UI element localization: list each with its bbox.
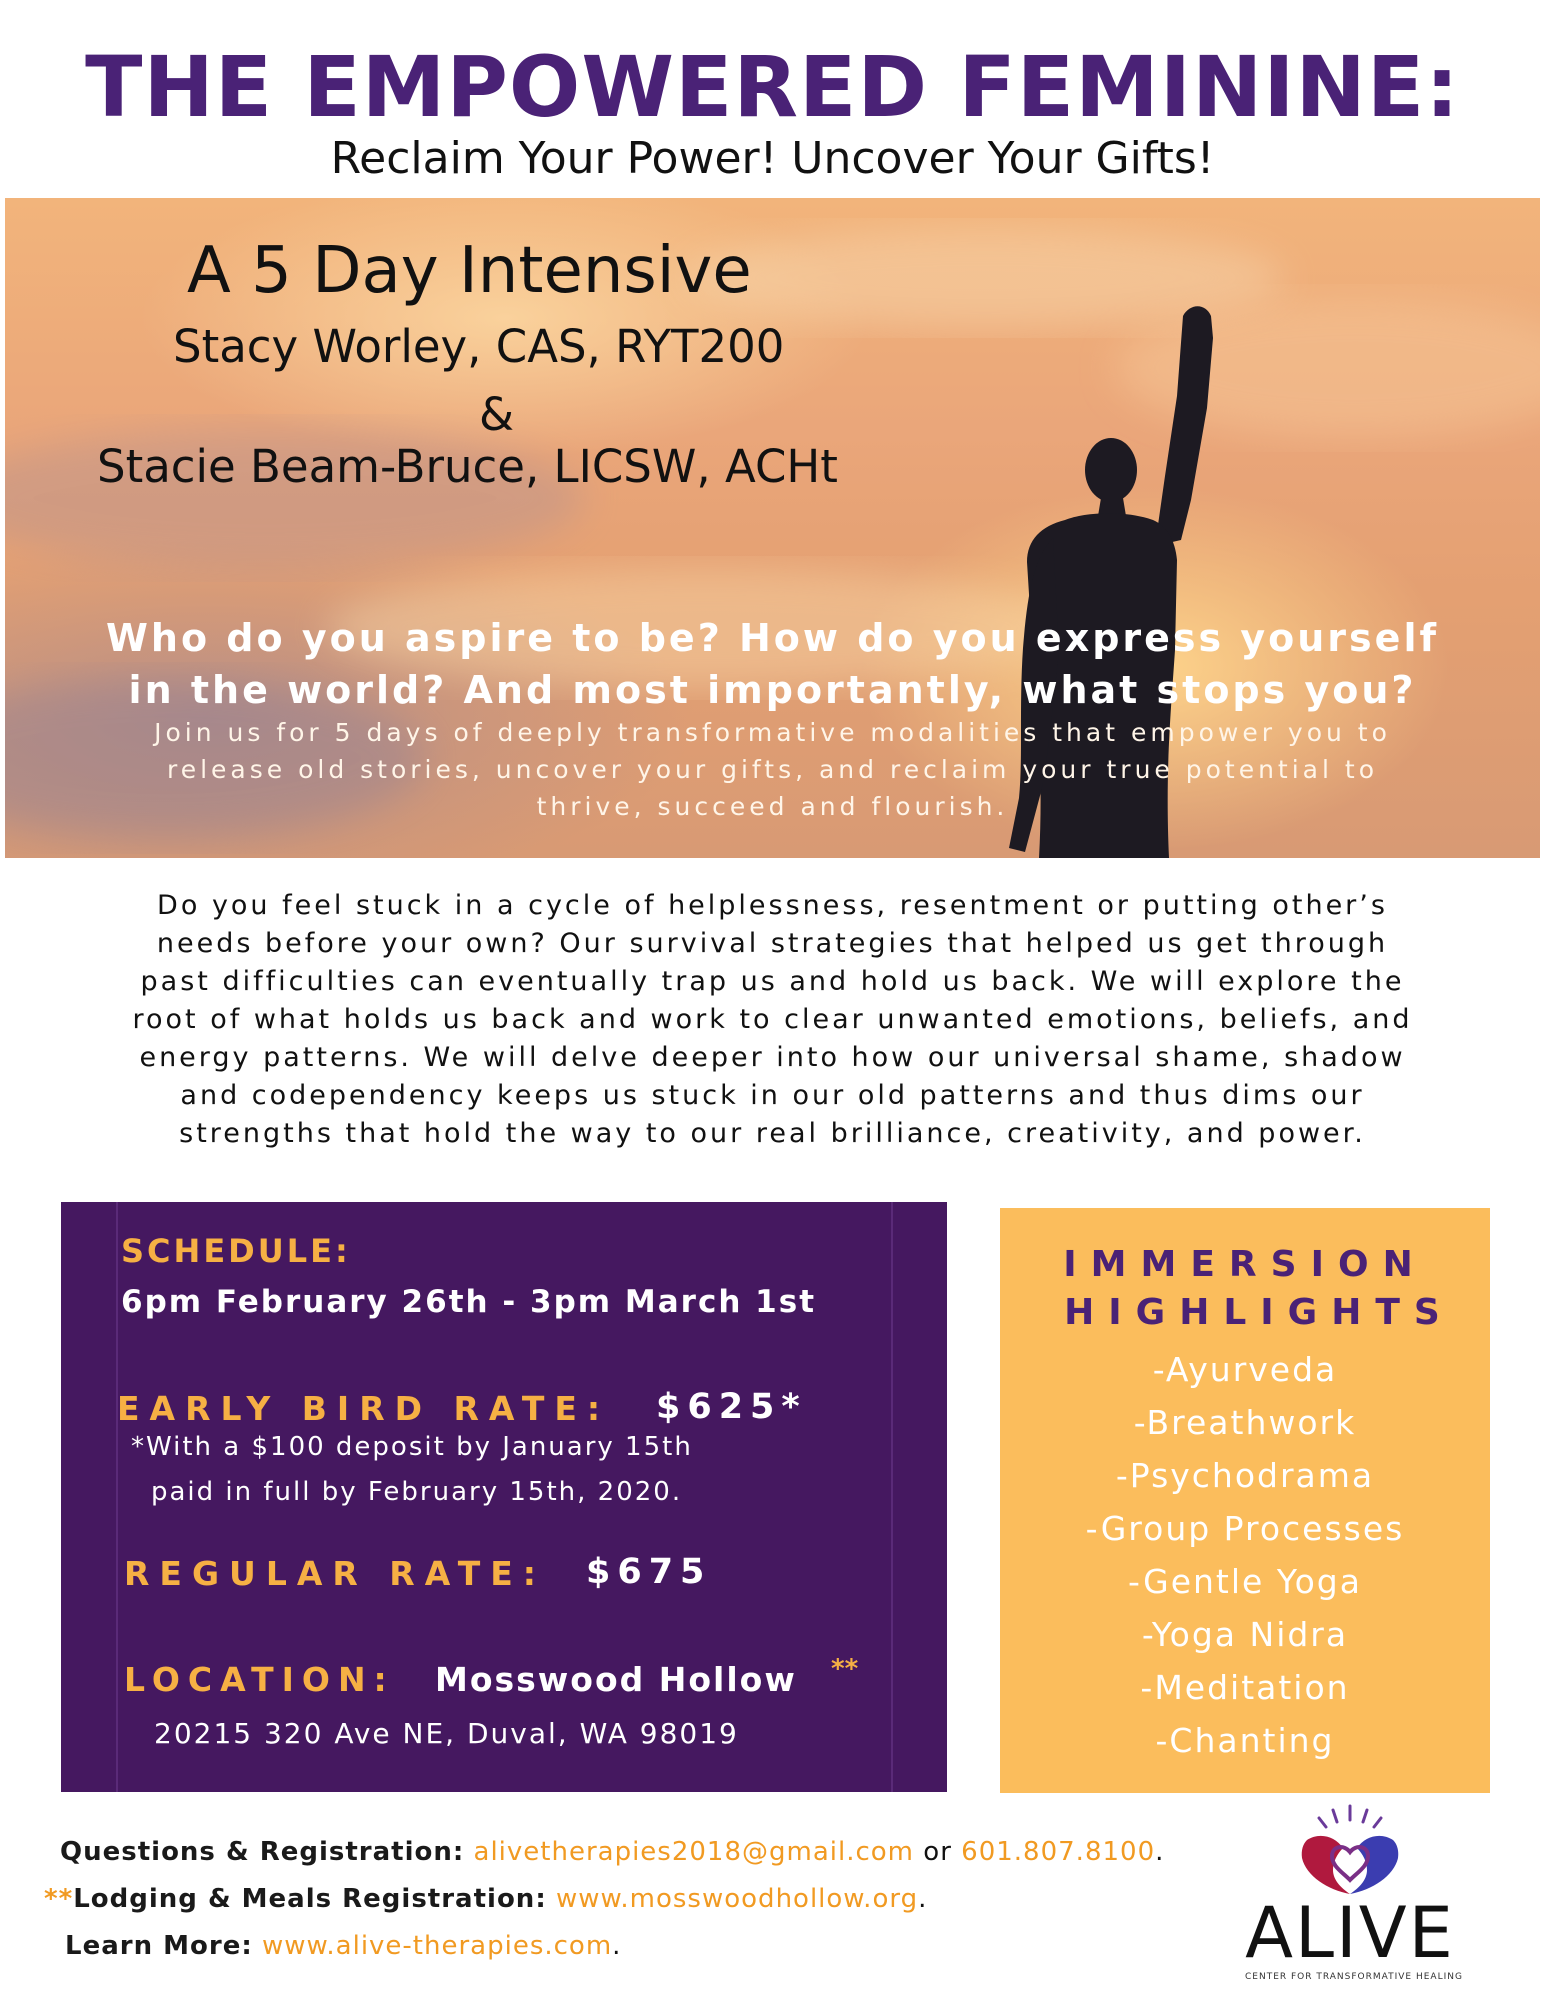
- facilitator-2: Stacie Beam-Bruce, LICSW, ACHt: [97, 440, 838, 493]
- location-name: Mosswood Hollow: [435, 1660, 797, 1699]
- regular-rate-price: $675: [586, 1552, 712, 1592]
- learn-more-label: Learn More:: [65, 1931, 253, 1961]
- hero-banner: [5, 198, 1540, 858]
- period: .: [612, 1931, 622, 1961]
- highlight-item: -Gentle Yoga: [1128, 1562, 1362, 1601]
- highlight-item: -Chanting: [1155, 1721, 1335, 1760]
- highlights-title-1: IMMERSION: [1063, 1244, 1427, 1285]
- highlight-item: -Psychodrama: [1115, 1456, 1375, 1495]
- heart-hands-icon: [1245, 1800, 1455, 1900]
- body-line-7: strengths that hold the way to our real brilliance, creativity, and power.: [179, 1118, 1366, 1149]
- body-line-2: needs before your own? Our survival strategies that helped us get through: [156, 928, 1389, 959]
- learn-more-line: [65, 1931, 621, 1961]
- schedule-label: SCHEDULE:: [121, 1232, 351, 1270]
- logo-tagline: CENTER FOR TRANSFORMATIVE HEALING: [1245, 1972, 1463, 1982]
- phone-link[interactable]: 601.807.8100: [961, 1837, 1156, 1867]
- questions-line: [60, 1837, 1164, 1867]
- alive-logo: [1245, 1800, 1463, 1990]
- question-line-1: Who do you aspire to be? How do you express yourself: [106, 616, 1439, 660]
- panel-divider-left: [116, 1202, 118, 1792]
- highlights-panel: [1000, 1208, 1490, 1793]
- facilitator-1: Stacy Worley, CAS, RYT200: [173, 320, 785, 373]
- questions-label: Questions & Registration:: [60, 1837, 465, 1867]
- page-subtitle: Reclaim Your Power! Uncover Your Gifts!: [330, 133, 1215, 184]
- location-mark: **: [831, 1654, 859, 1684]
- body-line-1: Do you feel stuck in a cycle of helplessness, resentment or putting other’s: [157, 890, 1388, 921]
- early-bird-note-2: paid in full by February 15th, 2020.: [151, 1477, 683, 1507]
- panel-divider-right: [891, 1202, 893, 1792]
- body-line-6: and codependency keeps us stuck in our old patterns and thus dims our: [180, 1080, 1365, 1111]
- lodging-link[interactable]: www.mosswoodhollow.org: [555, 1884, 919, 1914]
- early-bird-label: EARLY BIRD RATE:: [117, 1389, 611, 1428]
- body-line-4: root of what holds us back and work to clear unwanted emotions, beliefs, and: [132, 1004, 1413, 1035]
- period: .: [1155, 1837, 1165, 1867]
- location-address: 20215 320 Ave NE, Duval, WA 98019: [154, 1717, 739, 1750]
- logo-wordmark: ALIVE: [1245, 1892, 1455, 1974]
- join-line-1: Join us for 5 days of deeply transformative modalities that empower you to: [154, 718, 1391, 747]
- body-line-5: energy patterns. We will delve deeper into how our universal shame, shadow: [139, 1042, 1406, 1073]
- ampersand: &: [479, 388, 515, 441]
- lodging-label: Lodging & Meals Registration:: [73, 1884, 547, 1914]
- regular-rate-label: REGULAR RATE:: [124, 1554, 546, 1593]
- or-text: or: [923, 1837, 952, 1867]
- learn-more-link[interactable]: www.alive-therapies.com: [261, 1931, 613, 1961]
- highlight-item: -Group Processes: [1085, 1509, 1405, 1548]
- join-line-2: release old stories, uncover your gifts, and reclaim your true potential to: [166, 755, 1378, 784]
- early-bird-price: $625*: [656, 1387, 807, 1427]
- early-bird-note-1: *With a $100 deposit by January 15th: [131, 1432, 693, 1462]
- period: .: [918, 1884, 928, 1914]
- highlight-item: -Breathwork: [1133, 1403, 1357, 1442]
- highlight-item: -Yoga Nidra: [1141, 1615, 1349, 1654]
- highlight-item: -Meditation: [1140, 1668, 1350, 1707]
- page-title: THE EMPOWERED FEMININE:: [85, 38, 1460, 136]
- lodging-mark: **: [44, 1884, 74, 1914]
- body-line-3: past difficulties can eventually trap us and hold us back. We will explore the: [140, 966, 1405, 997]
- intensive-heading: A 5 Day Intensive: [187, 234, 752, 308]
- email-link[interactable]: alivetherapies2018@gmail.com: [473, 1837, 915, 1867]
- question-line-2: in the world? And most importantly, what stops you?: [128, 668, 1417, 712]
- lodging-line: [44, 1884, 927, 1914]
- location-label: LOCATION:: [124, 1660, 395, 1699]
- schedule-dates: 6pm February 26th - 3pm March 1st: [121, 1284, 817, 1320]
- schedule-panel: [61, 1202, 947, 1792]
- highlights-title-2: HIGHLIGHTS: [1064, 1292, 1454, 1333]
- join-line-3: thrive, succeed and flourish.: [536, 792, 1009, 821]
- highlight-item: -Ayurveda: [1152, 1350, 1338, 1389]
